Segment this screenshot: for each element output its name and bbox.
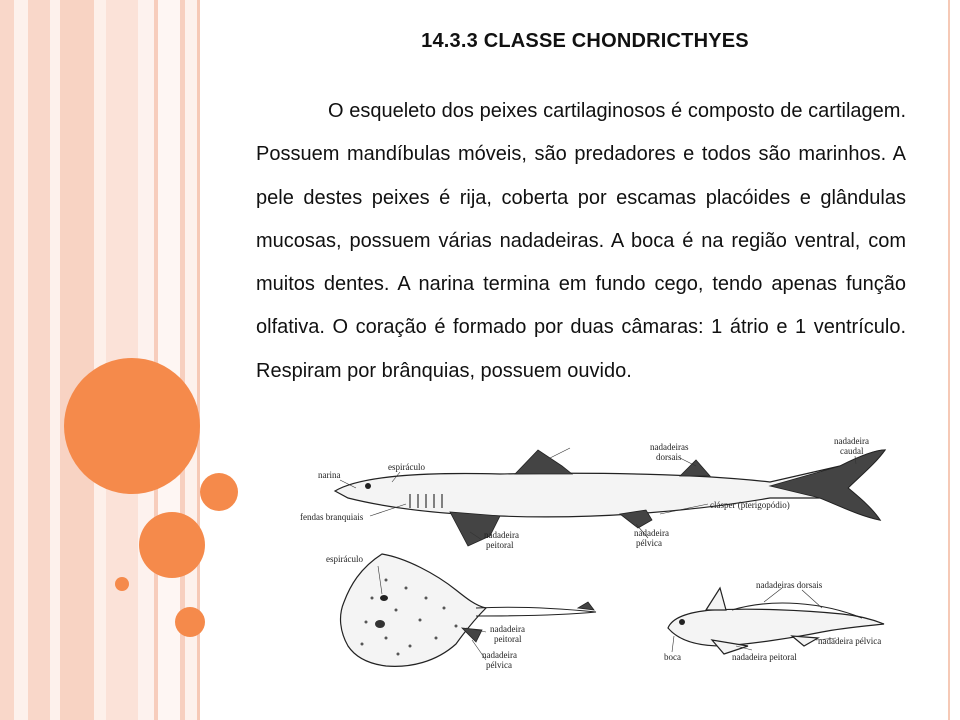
right-border-line xyxy=(948,0,950,720)
label-nadadeira-pelvica-1: nadadeira xyxy=(634,528,669,538)
shark-dorsal-fin-2 xyxy=(680,460,710,476)
ray-tail-fin xyxy=(578,602,594,610)
label-ray-peitoral-1: nadadeira xyxy=(490,624,525,634)
label-chimaera-pelvica: nadadeira pélvica xyxy=(818,636,882,646)
label-nadadeira-caudal-1: nadadeira xyxy=(834,436,869,446)
body-paragraph: O esqueleto dos peixes cartilaginosos é composto de cartilagem. Possuem mandíbulas móveis, são predadores e todos são marinhos. A pele destes peixes é rija, coberta por escamas placóides e glândulas mucosas, possuem várias nadadeiras. A boca é na região ventral, com muitos dentes. A narina termina em fundo cego, tendo apenas função olfativa. O coração é formado por duas câmaras: 1 átrio e 1 ventrículo. Respiram por brânquias, possuem ouvido. xyxy=(256,100,906,382)
chimaera-dorsal-fin-1 xyxy=(706,588,726,610)
decorative-circle xyxy=(200,473,238,511)
ray-spiracle xyxy=(380,595,388,601)
label-nadadeira-peitoral-1: nadadeira xyxy=(484,530,519,540)
stripe xyxy=(158,0,180,720)
slide-title: 14.3.3 CLASSE CHONDRICTHYES xyxy=(421,30,749,52)
decorative-circle xyxy=(115,577,129,591)
ray-illustration xyxy=(326,550,616,680)
label-narina: narina xyxy=(318,470,341,480)
ray-eye xyxy=(375,620,385,628)
label-clasper: clásper (pterigopódio) xyxy=(710,500,790,510)
chimaera-pelvic-fin xyxy=(792,636,818,646)
label-ray-peitoral-2: peitoral xyxy=(494,634,522,644)
ray-tail xyxy=(476,607,596,616)
ray-disc xyxy=(341,554,486,666)
label-ray-espiraculo: espiráculo xyxy=(326,554,363,564)
label-chimaera-peitoral: nadadeira peitoral xyxy=(732,652,797,662)
label-nadadeira-peitoral-2: peitoral xyxy=(486,540,514,550)
label-nadadeira-caudal-2: caudal xyxy=(840,446,864,456)
label-ray-pelvica-1: nadadeira xyxy=(482,650,517,660)
label-nadadeira-pelvica-2: pélvica xyxy=(636,538,662,548)
label-nadadeiras-dorsais-2: dorsais xyxy=(656,452,682,462)
chimaera-eye xyxy=(679,619,685,625)
decorative-circle-large xyxy=(64,358,200,494)
shark-illustration xyxy=(300,436,900,556)
shark-eye xyxy=(365,483,371,489)
label-fendas-branquiais: fendas branquiais xyxy=(300,512,364,522)
label-chimaera-boca: boca xyxy=(664,652,681,662)
stripe xyxy=(94,0,106,720)
decorative-circle xyxy=(139,512,205,578)
label-espiraculo: espiráculo xyxy=(388,462,425,472)
stripe xyxy=(50,0,60,720)
label-nadadeiras-dorsais-1: nadadeiras xyxy=(650,442,689,452)
stripe xyxy=(0,0,14,720)
decorative-circle xyxy=(175,607,205,637)
stripe xyxy=(60,0,94,720)
label-ray-pelvica-2: pélvica xyxy=(486,660,512,670)
stripe xyxy=(28,0,50,720)
label-chimaera-dorsais: nadadeiras dorsais xyxy=(756,580,823,590)
ray-pelvic-fin xyxy=(462,628,482,642)
chimaera-illustration xyxy=(652,580,892,664)
shark-dorsal-fin-1 xyxy=(515,450,572,474)
stripe xyxy=(14,0,28,720)
